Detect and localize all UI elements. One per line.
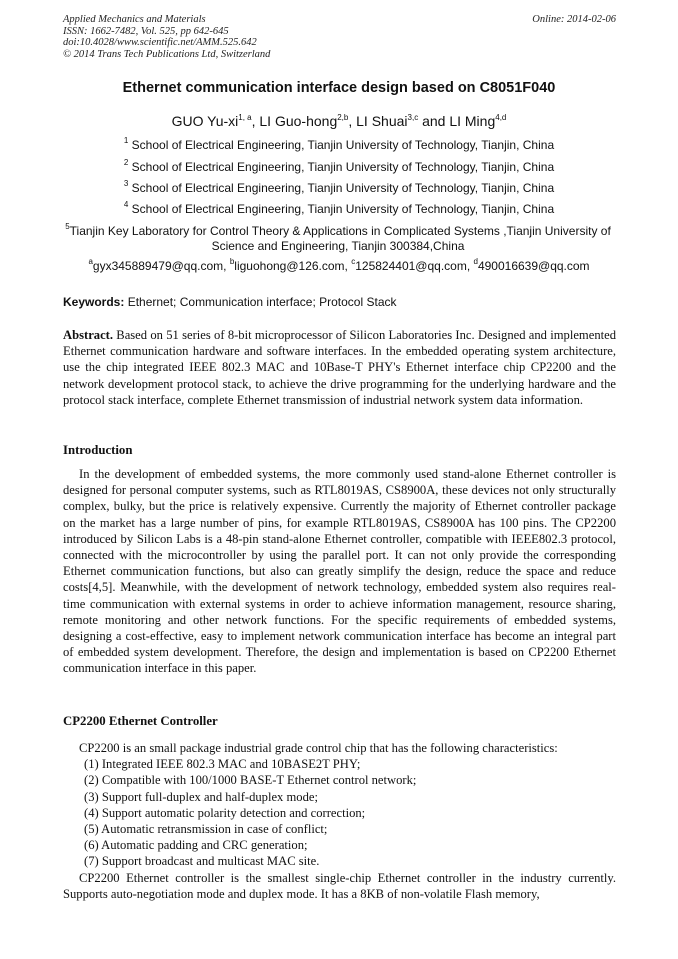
abstract-label: Abstract. [63,328,114,342]
list-item: (6) Automatic padding and CRC generation; [84,838,308,853]
online-date: Online: 2014-02-06 [532,14,616,25]
journal-name: Applied Mechanics and Materials [63,14,206,25]
affiliation-5: $^5$Tianjin Key Laboratory for Control Theory & Applications in Complicated Systems ,Tianjin University of Science and Engineering, Tianjin 300384,China [65,222,611,253]
issn-line: ISSN: 1662-7482, Vol. 525, pp 642-645 [63,25,229,37]
running-header [63,14,616,60]
list-item: (2) Compatible with 100/1000 BASE-T Ethernet control network; [84,773,417,788]
author-list: GUO Yu-xi$^{1, a}$, LI Guo-hong$^{2,b}$, LI Shuai$^{3,c}$ and LI Ming$^{4,d}$ [171,113,507,129]
copyright-line: © 2014 Trans Tech Publications Ltd, Switzerland [63,48,271,60]
affiliation-3: $^3$ School of Electrical Engineering, Tianjin University of Technology, Tianjin, China [123,179,555,195]
email-list: $^a$gyx345889479@qq.com, $^b$liguohong@126.com, $^c$125824401@qq.com, $^d$490016639@qq.com [88,257,590,273]
list-item: (7) Support broadcast and multicast MAC site. [84,854,320,869]
cp2200-section-body [63,740,616,902]
list-item: (5) Automatic retransmission in case of conflict; [84,822,328,837]
abstract-text: Based on 51 series of 8-bit microprocessor of Silicon Laboratories Inc. Designed and implemented Ethernet communication hardware and software interfaces. In the embedded operating system architecture, use the chip integrated IEEE 802.3 MAC and 10Base-T PHY's Ethernet interface chip CP2200 and the network development protocol stack, to achieve the drive programming for the underlying hardware and the protocol stack interface, complete Ethernet transmission of industrial network system data information. [63,328,616,407]
author-sup: 1, a [238,113,252,122]
affiliation-2: $^2$ School of Electrical Engineering, Tianjin University of Technology, Tianjin, China [123,158,555,174]
author-name: LI Ming [449,113,496,129]
cp2200-tail-paragraph: CP2200 Ethernet controller is the smallest single-chip Ethernet controller in the industry currently. Supports auto-negotiation mode and duplex mode. It has a 8KB of non-volatile Flash memory, [63,870,616,901]
author-name: LI Shuai [356,113,408,129]
affiliation-4: $^4$ School of Electrical Engineering, Tianjin University of Technology, Tianjin, China [123,200,555,216]
email-link[interactable]: 490016639@qq.com [477,259,590,273]
author-sup: 3,c [407,113,419,122]
author-sup: 4,d [495,113,507,122]
affiliation-1: $^1$ School of Electrical Engineering, Tianjin University of Technology, Tianjin, China [123,136,555,152]
section-heading-cp2200: CP2200 Ethernet Controller [63,714,218,728]
keywords [63,295,616,309]
cp2200-intro: CP2200 is an small package industrial grade control chip that has the following characteristics: [79,741,558,755]
introduction-paragraph: In the development of embedded systems, the more commonly used stand-alone Ethernet controller is designed for personal computer systems, such as RTL8019AS, CS8900A, these devices not only structurally complex, bulky, but the price is relatively expensive. Currently the majority of Ethernet controller package on the market has a large number of pins, for example RTL8019AS, CS8900A has 100 pins. The CP2200 introduced by Silicon Labs is a 48-pin stand-alone Ethernet controller, compatible with IEEE802.3 protocol, connected with the microcontroller by using the parallel port. It can not only provide the corresponding Ethernet communication functions, but also can greatly simplify the design, reduce the space and reduce costs[4,5]. Meanwhile, with the development of network technology, embedded system also requires real-time communication with external systems in order to achieve information management, resource sharing, remote monitoring and other network functions. For the specific requirements of embedded systems, designing a cost-effective, easy to implement network communication interface has become an integral part of embedded system development. Therefore, the design and implementation is based on CP2200 Ethernet communication interface in this paper. [63,467,616,676]
email-link[interactable]: liguohong@126.com, [234,259,352,273]
paper-title: Ethernet communication interface design based on C8051F040 [122,80,556,96]
email-link[interactable]: gyx345889479@qq.com, [92,259,230,273]
keywords-text: Ethernet; Communication interface; Protocol Stack [124,295,397,309]
abstract [63,327,616,408]
author-name: LI Guo-hong [259,113,338,129]
author-name: GUO Yu-xi [171,113,239,129]
keywords-label: Keywords: [63,295,125,309]
list-item: (4) Support automatic polarity detection and correction; [84,805,366,820]
author-sup: 2,b [337,113,349,122]
section-heading-introduction: Introduction [63,443,133,457]
list-item: (1) Integrated IEEE 802.3 MAC and 10BASE2T PHY; [84,757,361,772]
list-item: (3) Support full-duplex and half-duplex mode; [84,789,318,804]
email-link[interactable]: 125824401@qq.com, [355,259,474,273]
doi-line: doi:10.4028/www.scientific.net/AMM.525.642 [63,37,257,49]
